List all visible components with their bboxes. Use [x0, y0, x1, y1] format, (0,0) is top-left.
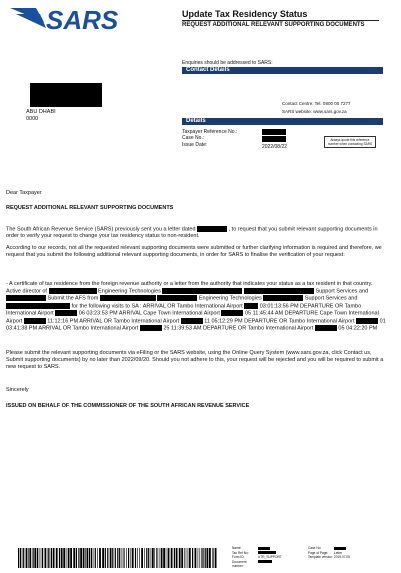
barcode-bar: [195, 548, 197, 568]
barcode-bar: [163, 548, 165, 568]
barcode-bar: [171, 548, 173, 568]
barcode-bar: [70, 548, 72, 568]
redacted-date: [197, 226, 227, 232]
page-subtitle: REQUEST ADDITIONAL RELEVANT SUPPORTING DOCUMENTS: [182, 22, 365, 28]
p3-seg: 11:12:16 PM ARRIVAL OR Tambo International Airport: [47, 318, 180, 325]
redacted-text: [221, 310, 243, 316]
barcode-bar: [151, 548, 152, 568]
paragraph-4: Please submit the relevant supporting documents via eFiling or the SARS website, using the Online Query System (www.sars.gov.za, click Contact us, Submit supporting documents) by no later than 2022/09/20. Should you not adhere to this, your request will be rejected and you will be required to submit a new request to SARS.: [6, 350, 384, 370]
details-bar: Details: [182, 118, 383, 125]
barcode-bar: [132, 548, 134, 568]
p1-text-b: , to request that you submit relevant supporting documents in order to verify your request to change your tax residency status to non-resident.: [6, 226, 378, 240]
p3-seg: for the following visits to SA : ARRIVAL OR Tambo International Airport: [71, 303, 243, 310]
barcode-bar: [189, 548, 191, 568]
barcode-bar: [66, 548, 67, 568]
contact-details-bar: Contact Details: [182, 67, 383, 74]
barcode-bar: [141, 548, 143, 568]
barcode-bar: [188, 548, 189, 568]
redacted-text: [6, 295, 46, 301]
redacted-text: [162, 288, 242, 294]
p3-seg: Support Services: [304, 295, 347, 302]
footer-label: Case No:: [308, 546, 322, 550]
barcode-bar: [209, 548, 211, 568]
p3-seg: Engineering Technologies: [198, 295, 262, 302]
barcode-bar: [213, 548, 214, 568]
barcode-bar: [137, 548, 138, 568]
barcode-bar: [91, 548, 92, 568]
footer-label: Form ID:: [232, 555, 245, 559]
barcode-bar: [154, 548, 155, 568]
barcode-bar: [41, 548, 42, 568]
barcode-bar: [28, 548, 29, 568]
p3-seg: 01 03:41:38 PM ARRIVAL OR Tambo International Airport: [6, 318, 386, 332]
barcode-bar: [105, 548, 106, 568]
barcode-bar: [63, 548, 65, 568]
barcode-bar: [97, 548, 98, 568]
redacted-text: [244, 288, 314, 294]
letter-heading: REQUEST ADDITIONAL RELEVANT SUPPORTING DOCUMENTS: [6, 205, 174, 211]
p3-seg: Engineering Technologies: [98, 288, 161, 295]
footer-label: Document number:: [232, 559, 247, 568]
redacted-text: [55, 310, 77, 316]
barcode-bar: [174, 548, 175, 568]
barcode-bar: [117, 548, 118, 568]
barcode-bar: [85, 548, 86, 568]
redacted-text: [181, 318, 203, 324]
barcode-bar: [68, 548, 70, 568]
barcode-bar: [115, 548, 116, 568]
address-city: ABU DHABI: [26, 109, 56, 115]
barcode-bar: [48, 548, 49, 568]
barcode-bar: [89, 548, 90, 568]
issued-by: ISSUED ON BEHALF OF THE COMMISSIONER OF THE SOUTH AFRICAN REVENUE SERVICE: [6, 403, 250, 409]
barcode-graphic: [18, 548, 218, 568]
sign-off: Sincerely: [6, 387, 29, 393]
redacted-case-no: [262, 136, 286, 142]
paragraph-3: [6, 281, 388, 333]
barcode-bar: [168, 548, 170, 568]
barcode-bar: [22, 548, 23, 568]
barcode-bar: [139, 548, 140, 568]
barcode-bar: [110, 548, 112, 568]
barcode-bar: [87, 548, 89, 568]
footer-value: 2019.07.05: [334, 555, 350, 559]
p3-seg: 03:01:13:56 PM DEPARTURE OR Tambo International Airport: [6, 303, 362, 317]
redacted-text: [356, 318, 378, 324]
footer-label: Page of Page:: [308, 550, 329, 555]
p3-seg: 25 11:39:53 AM DEPARTURE OR Tambo International Airport: [163, 325, 314, 332]
sars-logo: [10, 4, 160, 34]
barcode-bar: [135, 548, 136, 568]
barcode-bar: [212, 548, 213, 568]
redacted-text: [258, 560, 272, 563]
barcode-bar: [18, 548, 19, 568]
barcode-bar: [215, 548, 217, 568]
barcode-bar: [42, 548, 43, 568]
barcode-bar: [126, 548, 127, 568]
barcode-bar: [61, 548, 63, 568]
p3-seg: - A certificate of tax residence from the foreign revenue authority or a letter from the authority that indicates your status as a tax resident in that country. Active director of: [6, 281, 373, 295]
barcode-bar: [156, 548, 157, 568]
barcode-bar: [45, 548, 47, 568]
p1-text-a: The South African Revenue Service (SARS) previously sent you a letter dated: [6, 226, 196, 233]
barcode-bar: [152, 548, 154, 568]
redacted-text: [258, 547, 270, 550]
sars-website: SARS website: www.sars.gov.za: [282, 109, 347, 114]
barcode-bar: [124, 548, 125, 568]
barcode-bar: [159, 548, 160, 568]
case-no-label: Case No.:: [182, 135, 205, 141]
redacted-text: [334, 547, 346, 550]
paragraph-1: [6, 226, 388, 240]
issue-date-label: Issue Date:: [182, 142, 208, 148]
redacted-text: [140, 325, 162, 331]
salutation: Dear Taxpayer: [6, 190, 42, 196]
barcode-bar: [198, 548, 199, 568]
footer-label: Name:: [232, 546, 242, 550]
barcode-bar: [179, 548, 181, 568]
p3-seg: Submit the AFS from: [47, 295, 99, 302]
logo-text: SARS: [46, 5, 119, 34]
barcode-bar: [184, 548, 185, 568]
header-rule: [182, 20, 379, 21]
barcode-bar: [161, 548, 163, 568]
barcode-bar: [186, 548, 187, 568]
barcode-bar: [203, 548, 204, 568]
barcode-bar: [76, 548, 77, 568]
reference-note: Always quote this reference number when contacting SARS: [324, 136, 376, 148]
p3-seg: 11 05:12:29 PM DEPARTURE OR Tambo International Airport: [204, 318, 355, 325]
barcode-bar: [119, 548, 120, 568]
barcode-bar: [112, 548, 113, 568]
footer-label: Tax Ref No:: [232, 550, 249, 555]
barcode-bar: [50, 548, 51, 568]
redacted-text: [24, 318, 46, 324]
barcode-bar: [200, 548, 201, 568]
document-footer: [232, 546, 392, 569]
barcode-bar: [33, 548, 34, 568]
barcode-bar: [166, 548, 167, 568]
redacted-address: [30, 83, 102, 107]
contact-centre: Contact Centre: Tel. 0800 00 7277: [282, 101, 351, 106]
barcode-bar: [201, 548, 202, 568]
p3-seg: 05 04:22:20 PM: [338, 325, 378, 332]
barcode-bar: [181, 548, 183, 568]
barcode-bar: [37, 548, 38, 568]
barcode-bar: [59, 548, 60, 568]
barcode-bar: [53, 548, 55, 568]
p3-seg: and: [348, 295, 358, 302]
barcode-bar: [95, 548, 96, 568]
barcode: [18, 548, 218, 568]
barcode-bar: [207, 548, 209, 568]
redacted-text: [315, 325, 337, 331]
barcode-bar: [56, 548, 58, 568]
footer-value: UTR_SUPPORT: [258, 555, 282, 559]
redacted-taxpayer-ref: [262, 129, 286, 135]
footer-label: Template version:: [308, 555, 333, 559]
footer-value: Letter: [334, 550, 343, 555]
barcode-bar: [26, 548, 28, 568]
barcode-bar: [146, 548, 147, 568]
redacted-text: [6, 303, 70, 309]
barcode-bar: [102, 548, 104, 568]
issue-date: 2022/08/22: [262, 144, 288, 150]
barcode-bar: [23, 548, 24, 568]
barcode-bar: [34, 548, 36, 568]
barcode-bar: [176, 548, 178, 568]
barcode-bar: [107, 548, 108, 568]
barcode-bar: [131, 548, 132, 568]
enquiries-note: Enquiries should be addressed to SARS:: [182, 60, 273, 66]
barcode-bar: [205, 548, 206, 568]
page-title: Update Tax Residency Status: [182, 9, 308, 19]
barcode-bar: [73, 548, 75, 568]
barcode-bar: [20, 548, 21, 568]
paragraph-2: According to our records, not all the requested relevant supporting documents were submitted or further clarifying information is required and therefore, we request that you submit the following additional relevant supporting documents, in order for SARS to finalise the verification of your request:: [6, 245, 382, 258]
barcode-bar: [83, 548, 85, 568]
barcode-bar: [144, 548, 145, 568]
barcode-bar: [51, 548, 52, 568]
redacted-text: [157, 295, 197, 301]
barcode-bar: [93, 548, 94, 568]
redacted-text: [49, 288, 97, 294]
p3-seg: Support Services and: [315, 288, 369, 295]
barcode-bar: [128, 548, 129, 568]
p3-seg: 05 11:45:44 AM DEPARTURE Cape Town International Airport: [6, 310, 379, 325]
barcode-bar: [148, 548, 149, 568]
barcode-bar: [99, 548, 101, 568]
sars-logo-graphic: [10, 4, 160, 34]
barcode-bar: [122, 548, 123, 568]
barcode-bar: [78, 548, 79, 568]
redacted-text: [100, 295, 156, 301]
barcode-bar: [39, 548, 40, 568]
redacted-text: [258, 551, 276, 554]
address-code: 0000: [26, 116, 39, 122]
p3-seg: 06 03:23:53 PM ARRIVAL Cape Town International Airport: [78, 310, 220, 317]
barcode-bar: [29, 548, 31, 568]
redacted-text: [244, 303, 258, 309]
taxpayer-ref-label: Taxpayer Reference No.:: [182, 129, 238, 135]
barcode-bar: [192, 548, 193, 568]
barcode-bar: [123, 548, 124, 568]
barcode-bar: [80, 548, 82, 568]
redacted-text: [263, 295, 303, 301]
